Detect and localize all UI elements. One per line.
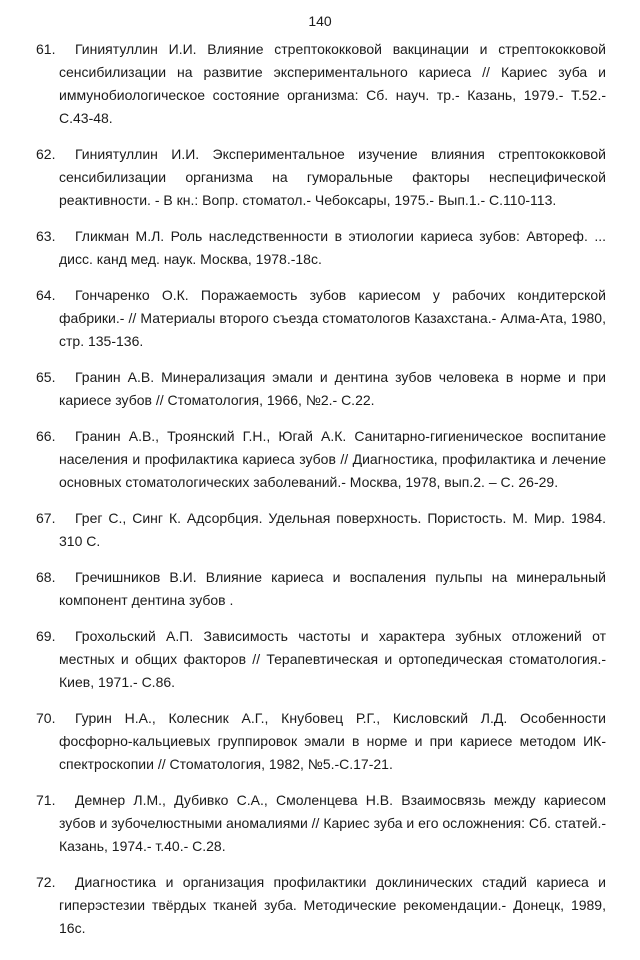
reference-item (0, 625, 640, 694)
reference-number: 66. (36, 428, 56, 444)
reference-item (0, 143, 640, 212)
reference-text: Гурин Н.А., Колесник А.Г., Кнубовец Р.Г., Кисловский Л.Д. Особенности фосфорно-кальциевых группировок эмали в норме и при кариесе методом ИК-спектроскопии // Стоматология, 1982, №5.-С.17-21. (59, 710, 606, 772)
reference-text: Гиниятуллин И.И. Влияние стрептококковой вакцинации и стрептококковой сенсибилизации на развитие экспериментального кариеса // Кариес зуба и иммунобиологическое состояние организма: Сб. науч. тр.- Казань, 1979.- Т.52.- С.43-48. (59, 41, 606, 126)
reference-text: Диагностика и организация профилактики доклинических стадий кариеса и гиперэстезии твёрдых тканей зуба. Методические рекомендации.- Донецк, 1989, 16с. (59, 874, 606, 936)
reference-item (0, 284, 640, 353)
reference-list (0, 38, 640, 953)
reference-number: 68. (36, 569, 56, 585)
reference-number: 61. (36, 41, 56, 57)
reference-text: Демнер Л.М., Дубивко С.А., Смоленцева Н.В. Взаимосвязь между кариесом зубов и зубочелюстными аномалиями // Кариес зуба и его осложнения: Сб. статей.- Казань, 1974.- т.40.- С.28. (59, 792, 606, 854)
reference-number: 62. (36, 146, 56, 162)
reference-text: Гречишников В.И. Влияние кариеса и воспаления пульпы на минеральный компонент дентина зубов . (59, 569, 606, 608)
reference-item (0, 366, 640, 412)
reference-item (0, 707, 640, 776)
reference-text: Гранин А.В. Минерализация эмали и дентина зубов человека в норме и при кариесе зубов // Стоматология, 1966, №2.- С.22. (59, 369, 606, 408)
reference-item (0, 871, 640, 940)
reference-item (0, 566, 640, 612)
reference-text: Гончаренко О.К. Поражаемость зубов кариесом у рабочих кондитерской фабрики.- // Материалы второго съезда стоматологов Казахстана.- Алма-Ата, 1980, стр. 135-136. (59, 287, 606, 349)
reference-number: 69. (36, 628, 56, 644)
reference-number: 71. (36, 792, 56, 808)
reference-text: Грег С., Синг К. Адсорбция. Удельная поверхность. Пористость. М. Мир. 1984. 310 С. (59, 510, 606, 549)
reference-item (0, 789, 640, 858)
reference-number: 65. (36, 369, 56, 385)
reference-item (0, 225, 640, 271)
reference-text: Грохольский А.П. Зависимость частоты и характера зубных отложений от местных и общих факторов // Терапевтическая и ортопедическая стоматология.- Киев, 1971.- С.86. (59, 628, 606, 690)
reference-item (0, 507, 640, 553)
page-number: 140 (308, 13, 332, 29)
reference-number: 70. (36, 710, 56, 726)
reference-item (0, 425, 640, 494)
reference-number: 64. (36, 287, 56, 303)
reference-text: Гиниятуллин И.И. Экспериментальное изучение влияния стрептококковой сенсибилизации организма на гуморальные факторы неспецифической реактивности. - В кн.: Вопр. стоматол.- Чебоксары, 1975.- Вып.1.- С.110-113. (59, 146, 606, 208)
reference-number: 67. (36, 510, 56, 526)
reference-text: Гликман М.Л. Роль наследственности в этиологии кариеса зубов: Автореф. ... дисс. канд мед. наук. Москва, 1978.-18с. (59, 228, 606, 267)
reference-item (0, 38, 640, 130)
reference-number: 63. (36, 228, 56, 244)
reference-text: Гранин А.В., Троянский Г.Н., Югай А.К. Санитарно-гигиеническое воспитание населения и профилактика кариеса зубов // Диагностика, профилактика и лечение основных стоматологических заболеваний.- Москва, 1978, вып.2. – С. 26-29. (59, 428, 606, 490)
reference-number: 72. (36, 874, 56, 890)
